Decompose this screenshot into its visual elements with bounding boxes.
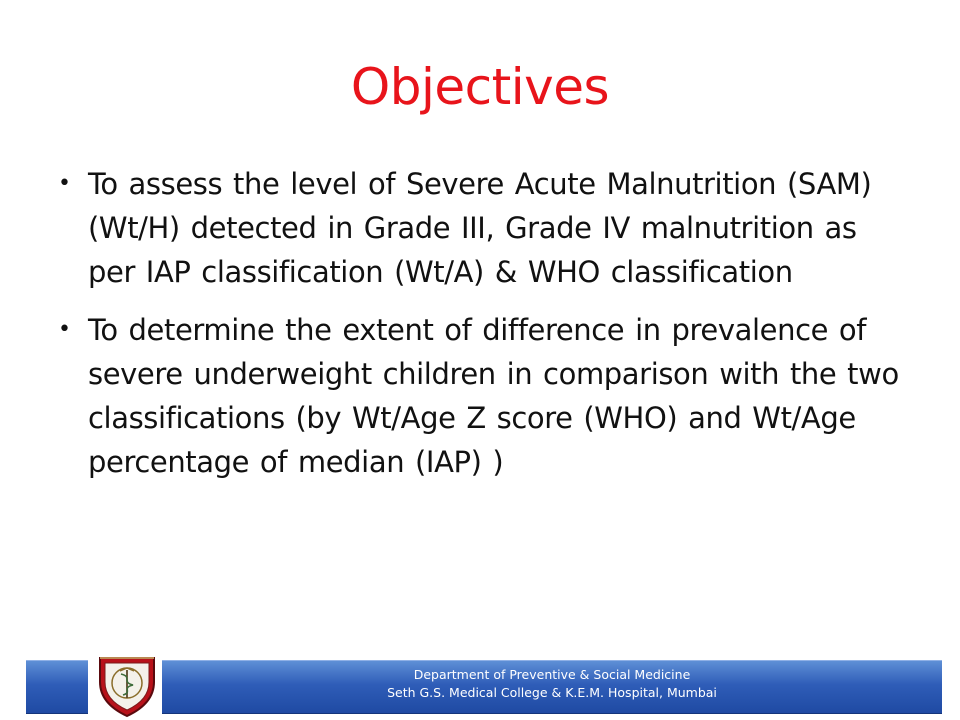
- footer-bar-left: [26, 660, 88, 714]
- bullet-item-1: [56, 162, 906, 294]
- bullet-marker: •: [58, 317, 71, 342]
- bullet-item-2: [56, 308, 906, 484]
- college-crest-icon: [96, 652, 158, 718]
- footer-department: Department of Preventive & Social Medicine: [413, 667, 691, 682]
- slide-title: Objectives: [350, 58, 610, 116]
- footer-text: [162, 666, 942, 702]
- bullet-list: [56, 162, 906, 498]
- footer-institution: Seth G.S. Medical College & K.E.M. Hospital, Mumbai: [387, 685, 717, 700]
- bullet-marker: •: [58, 171, 71, 196]
- bullet-text-1: To assess the level of Severe Acute Malnutrition (SAM) (Wt/H) detected in Grade III, Grade IV malnutrition as per IAP classification (Wt/A) & WHO classification: [88, 167, 872, 289]
- bullet-text-2: To determine the extent of difference in prevalence of severe underweight children in comparison with the two classifications (by Wt/Age Z score (WHO) and Wt/Age percentage of median (IAP) ): [88, 313, 899, 479]
